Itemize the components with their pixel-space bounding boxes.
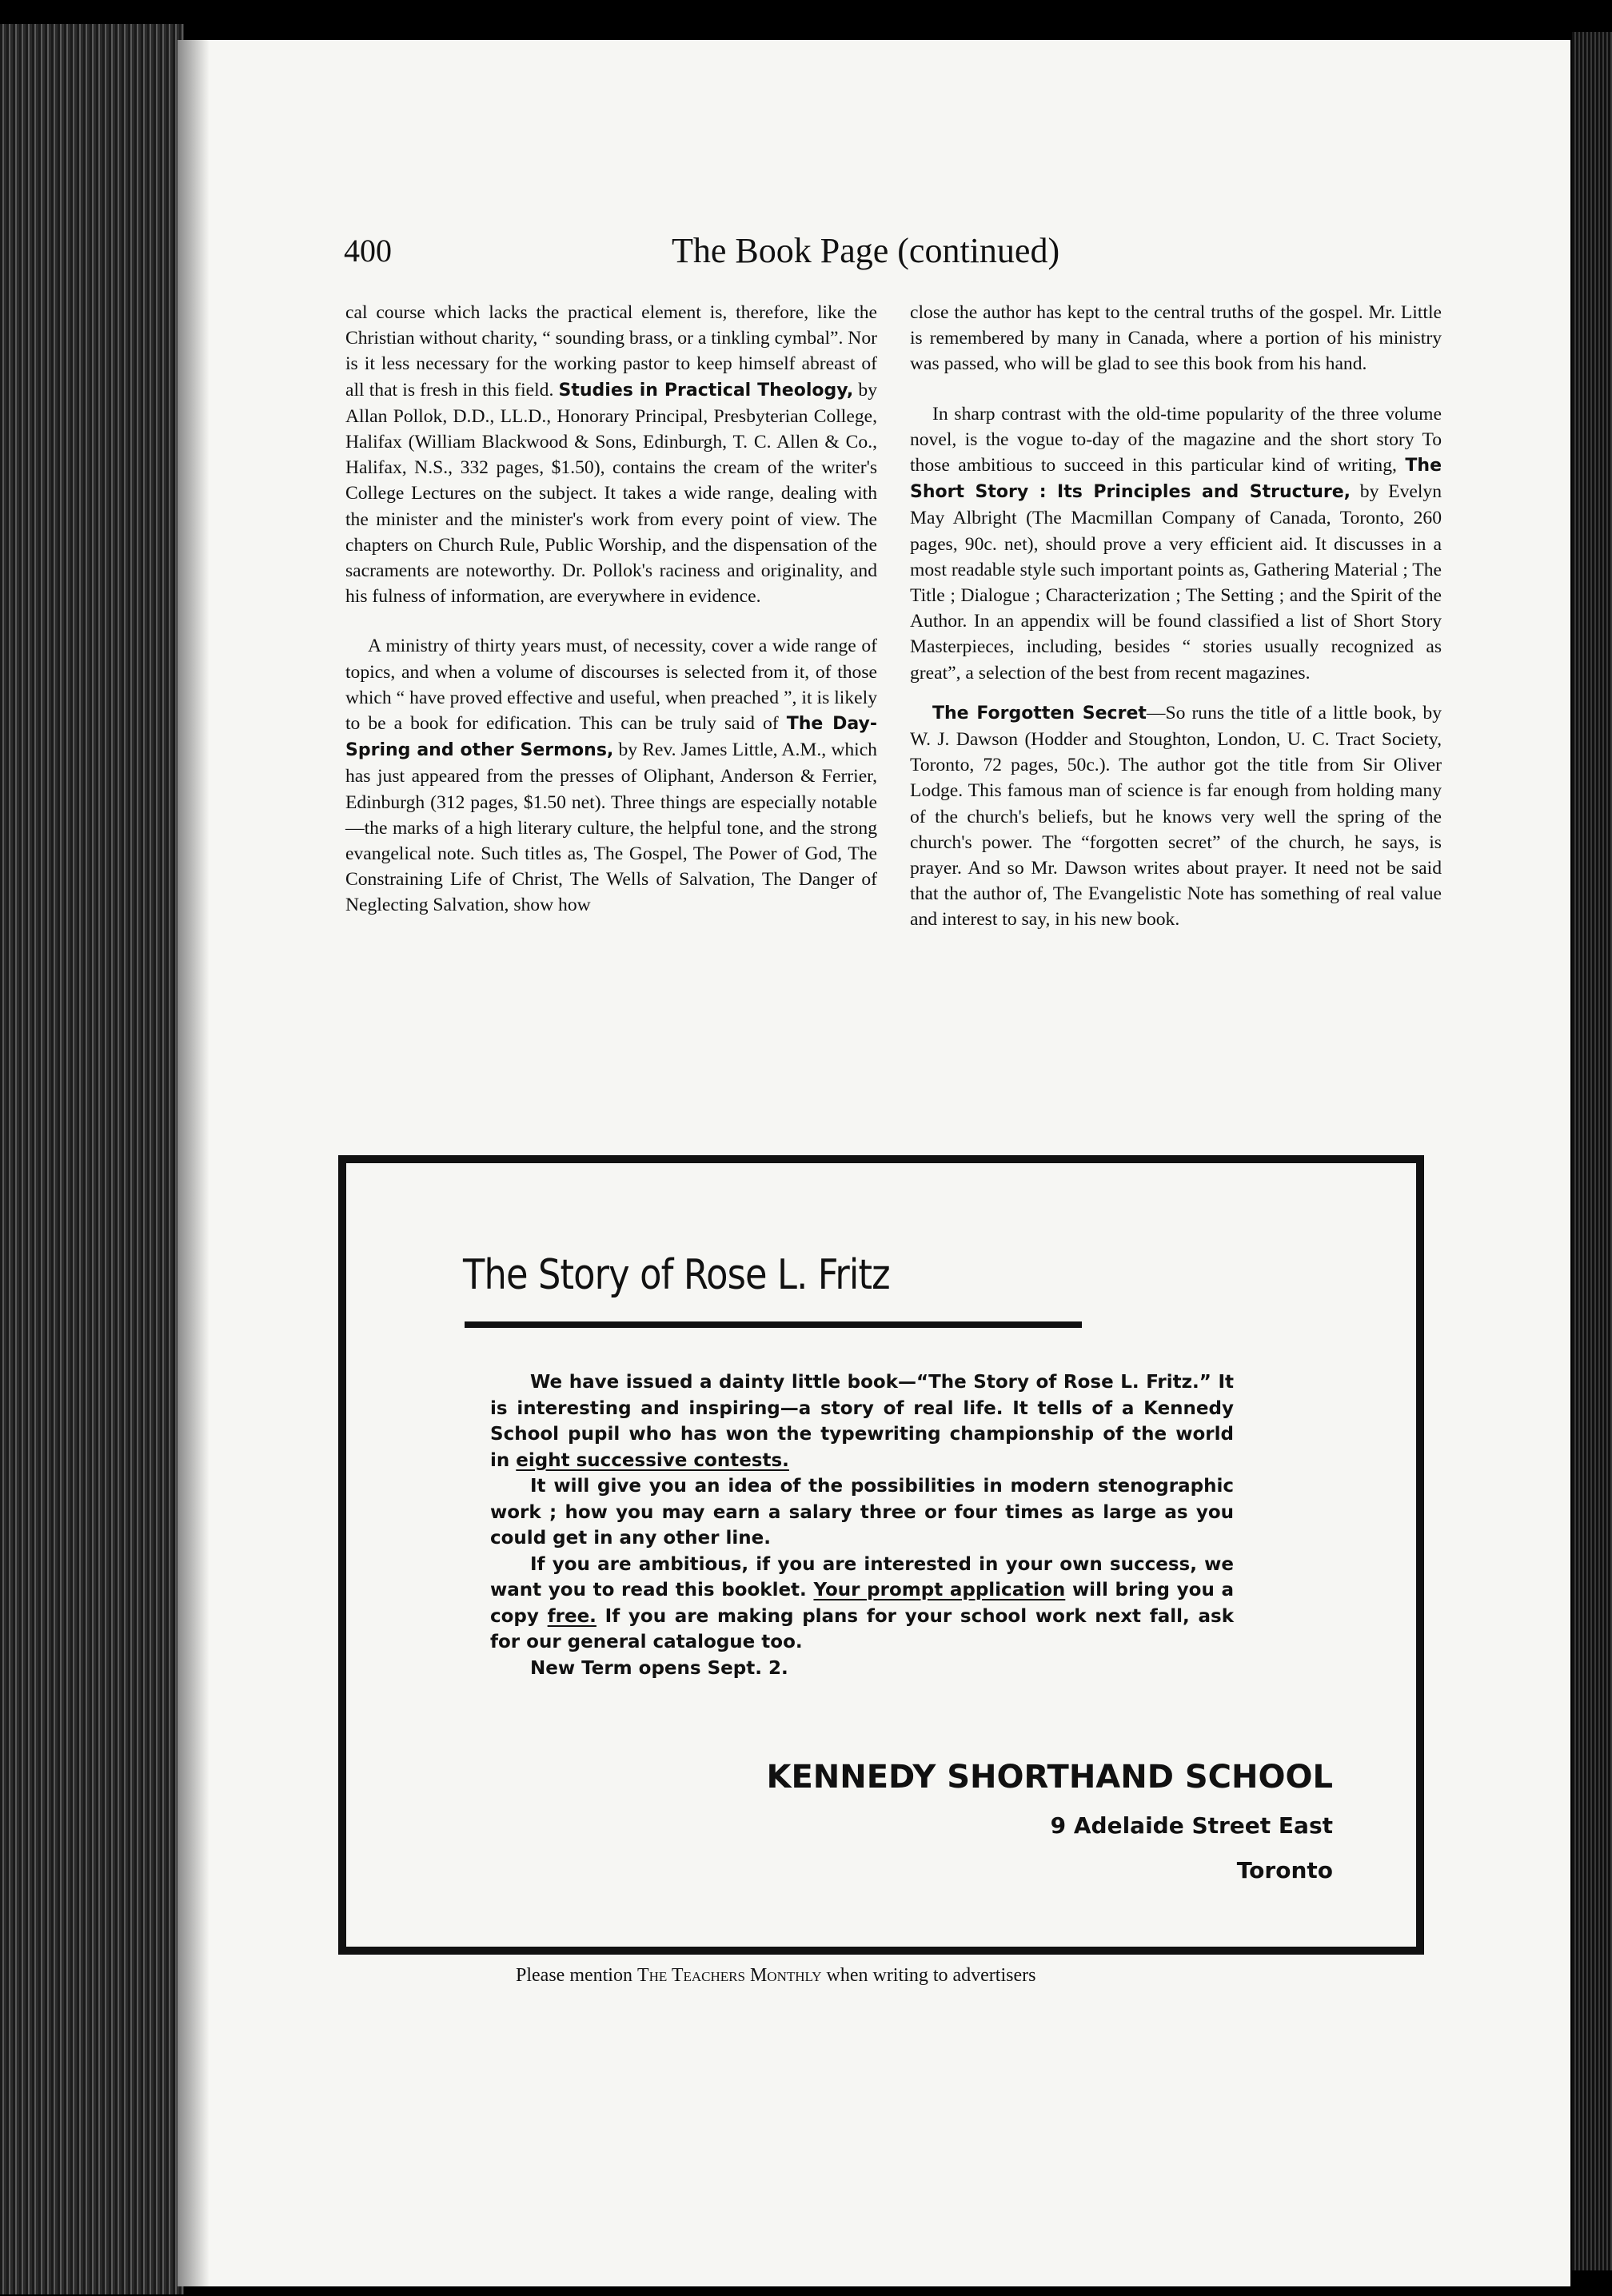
paragraph-day-spring: [345, 633, 877, 918]
book-title: The Short Story : Its Principles and Structure,: [910, 456, 1442, 503]
underlined-text: eight successive contests.: [516, 1449, 789, 1471]
school-address-city: Toronto: [1236, 1857, 1333, 1883]
text: when writing to advertisers: [826, 1965, 1036, 1986]
footer-note: [516, 1965, 1035, 1987]
text: We have issued a dainty little book—“The Story of Rose L. Fritz.” It is interesting and inspiring—a story of real life. It tells of a Kennedy School pupil who has won the typewriting championship of the world in: [490, 1372, 1234, 1471]
text: If you are ambitious, if you are interested in your own success, we want you to read this booklet.: [490, 1553, 1234, 1600]
ad-paragraph: [490, 1552, 1234, 1656]
text: by Allan Pollok, D.D., LL.D., Honorary Principal, Presbyterian College, Halifax (William Blackwood & Sons, Edinburgh, T. C. Allen & Co., Halifax, N.S., 332 pages, $1.50), contains the cream of the writer's College Lectures on the subject. It takes a wide range, dealing with the minister and the minister's work from every point of view. The chapters on Church Rule, Public Worship, and the dispensation of the sacraments are noteworthy. Dr. Pollok's raciness and originality, and his fulness of information, are everywhere in evidence.: [345, 379, 877, 608]
paragraph-continued: close the author has kept to the central truths of the gospel. Mr. Little is remembered by many in Canada, where a portion of his ministry was passed, who will be glad to see this book from his hand.: [910, 302, 1442, 375]
school-name: KENNEDY SHORTHAND SCHOOL: [766, 1759, 1333, 1796]
book-title: Studies in Practical Theology,: [558, 380, 854, 401]
text: Please mention: [516, 1965, 632, 1986]
running-head: The Book Page (continued): [672, 231, 1060, 270]
ad-paragraph: New Term opens Sept. 2.: [530, 1657, 788, 1679]
advertisement-box: [338, 1155, 1424, 1955]
book-title: The Forgotten Secret: [932, 703, 1147, 723]
paragraph-practical-theology: [345, 300, 877, 609]
magazine-name: The Teachers Monthly: [636, 1965, 822, 1986]
text: by Evelyn May Albright (The Macmillan Company of Canada, Toronto, 260 pages, 90c. net), should prove a very efficient aid. It discusses in a most readable style such important points as, Gathering Material ; The Title ; Dialogue ; Characterization ; The Setting ; and the Spirit of the Author. In an appendix will be found classified a list of Short Story Masterpieces, including, besides “ stories usually recognized as great”, a selection of the best from recent magazines.: [910, 481, 1442, 684]
text: If you are making plans for your school work next fall, ask for our general catalogue too.: [490, 1605, 1234, 1652]
text: A ministry of thirty years must, of necessity, cover a wide range of topics, and when a volume of discourses is selected from it, of those which “ have proved effective and useful, when preached ”, it is likely to be a book for edification. This can be truly said of: [345, 636, 877, 735]
text: will bring you a copy: [490, 1580, 1234, 1627]
ad-title: The Story of Rose L. Fritz: [463, 1251, 890, 1299]
text: cal course which lacks the practical element is, therefore, like the Christian without charity, “ sounding brass, or a tinkling cymbal”. Nor is it less necessary for the working pastor to keep himself abreast of all that is fresh in this field.: [345, 302, 877, 401]
text: by Rev. James Little, A.M., which has just appeared from the presses of Oliphant, Anderson & Ferrier, Edinburgh (312 pages, $1.50 net). Three things are especially notable—the marks of a high literary culture, the helpful tone, and the strong evangelical note. Such titles as, The Gospel, The Power of God, The Constraining Life of Christ, The Wells of Salvation, The Danger of Neglecting Salvation, show how: [345, 739, 877, 916]
page-gutter-shadow: [178, 40, 209, 2286]
ad-title-underline: [465, 1321, 1082, 1328]
book-title: The Day-Spring and other Sermons,: [345, 714, 877, 761]
underlined-text: Your prompt application: [813, 1580, 1066, 1600]
ad-paragraph: It will give you an idea of the possibilities in modern stenographic work ; how you may earn a salary three or four times as large as you could get in any other line.: [490, 1476, 1234, 1549]
ad-body: [490, 1369, 1234, 1681]
book-page-edges-left: [0, 24, 184, 2294]
paragraph-short-story: [910, 401, 1442, 686]
ad-paragraph: [490, 1369, 1234, 1473]
school-address-street: 9 Adelaide Street East: [1050, 1812, 1333, 1839]
right-column: [910, 300, 1442, 933]
text: —So runs the title of a little book, by W. J. Dawson (Hodder and Stoughton, London, U. C. Tract Society, Toronto, 72 pages, 50c.). The author got the title from Sir Oliver Lodge. This famous man of science is far enough from holding many of the church's beliefs, but he knows very well the spring of the church's power. The “forgotten secret” of the church, he says, is prayer. And so Mr. Dawson writes about prayer. It need not be said that the author of, The Evangelistic Note has something of real value and interest to say, in his new book.: [910, 702, 1442, 931]
underlined-text: free.: [547, 1605, 597, 1627]
left-column: [345, 300, 877, 919]
book-page-edges-right: [1572, 32, 1612, 2270]
text: In sharp contrast with the old-time popularity of the three volume novel, is the vogue to-day of the magazine and the short story To those ambitious to succeed in this particular kind of writing,: [910, 403, 1442, 476]
paragraph-forgotten-secret: [910, 700, 1442, 933]
page-number: 400: [344, 233, 392, 269]
